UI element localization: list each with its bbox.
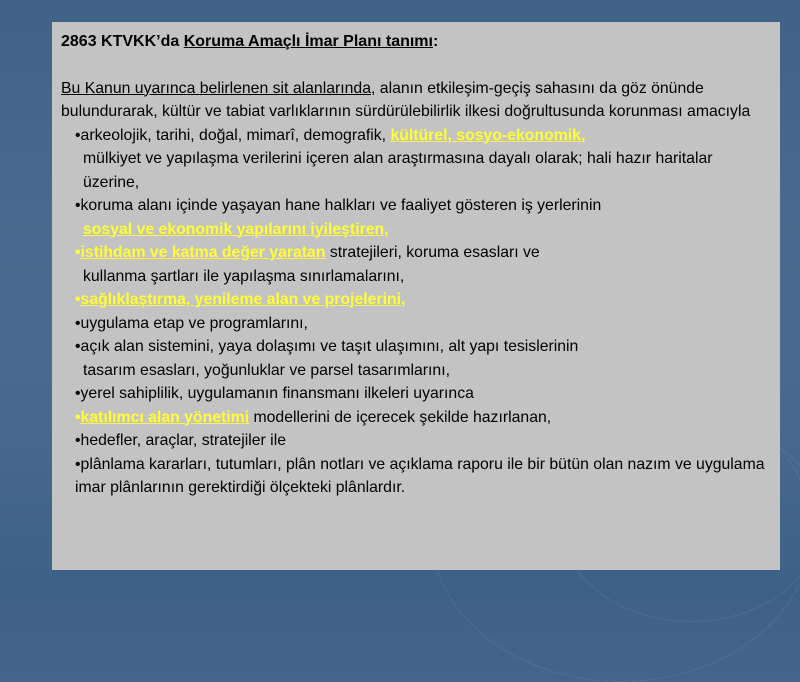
bullet-item	[61, 312, 770, 336]
highlight-text: sosyal ve ekonomik yapılarını iyileştiren	[83, 220, 385, 238]
intro-rest: , alanın etkileşim-geçiş sahasını da göz önünde bulundurarak, kültür ve tabiat varlıklarının sürdürülebilirlik ilkesi doğrultusunda korunması amacıyla	[61, 79, 751, 120]
title-prefix: 2863 KTVKK’da	[61, 33, 184, 50]
bullet-item	[61, 335, 770, 382]
bullet-continuation: tasarım esasları, yoğunluklar ve parsel tasarımlarını,	[83, 361, 450, 379]
bullet-mark: •	[75, 291, 81, 308]
bullet-item	[61, 241, 770, 288]
intro-underlined: Bu Kanun uyarınca belirlenen sit alanlarında	[61, 79, 371, 97]
content-panel	[52, 22, 780, 570]
bullet-continuation: mülkiyet ve yapılaşma verilerini içeren alan araştırmasına dayalı olarak; hali hazır haritalar üzerine,	[83, 150, 713, 191]
bullet-item	[61, 429, 770, 453]
title-underlined: Koruma Amaçlı İmar Planı tanımı	[183, 33, 433, 50]
bullet-continuation	[83, 218, 770, 242]
highlight-text: istihdam ve katma değer yaratan	[80, 244, 326, 261]
bullet-text: •yerel sahiplilik, uygulamanın finansmanı ilkeleri uyarınca	[75, 385, 474, 402]
bullet-text: stratejileri, koruma esasları ve	[325, 244, 540, 261]
bullet-continuation: kullanma şartları ile yapılaşma sınırlamalarını,	[83, 267, 405, 285]
bullet-item	[61, 124, 770, 195]
highlight-text: kültürel, sosyo-ekonomik,	[390, 126, 586, 144]
bullet-item	[61, 194, 770, 241]
bullet-mark: •	[75, 244, 81, 261]
bullet-text: •uygulama etap ve programlarını,	[75, 314, 308, 332]
bullet-item	[61, 382, 770, 406]
bullet-item	[61, 288, 770, 312]
bullet-text: •plânlama kararları, tutumları, plân notları ve açıklama raporu ile bir bütün olan nazım ve uygulama imar plânlarının gerektirdiği ölçekteki plânlardır.	[75, 455, 765, 496]
bullet-text: •koruma alanı içinde yaşayan hane halkları ve faaliyet gösteren iş yerlerinin	[75, 197, 602, 214]
highlight-text: sağlıklaştırma, yenileme alan ve projelerini,	[80, 291, 406, 308]
bullet-text: •arkeolojik, tarihi, doğal, mimarî, demografik,	[75, 126, 391, 144]
intro-paragraph	[61, 77, 770, 124]
slide-title	[61, 30, 770, 54]
bullet-item	[61, 453, 770, 500]
bullet-text: •açık alan sistemini, yaya dolaşımı ve taşıt ulaşımını, alt yapı tesislerinin	[75, 338, 579, 355]
bullet-text: •hedefler, araçlar, stratejiler ile	[75, 432, 286, 449]
highlight-suffix: ,	[384, 220, 389, 238]
bullet-item	[61, 406, 770, 430]
bullet-mark: •	[75, 408, 81, 426]
title-suffix: :	[432, 33, 439, 50]
highlight-text: katılımcı alan yönetimi	[80, 408, 250, 426]
bullet-text: modellerini de içerecek şekilde hazırlanan,	[249, 408, 552, 426]
